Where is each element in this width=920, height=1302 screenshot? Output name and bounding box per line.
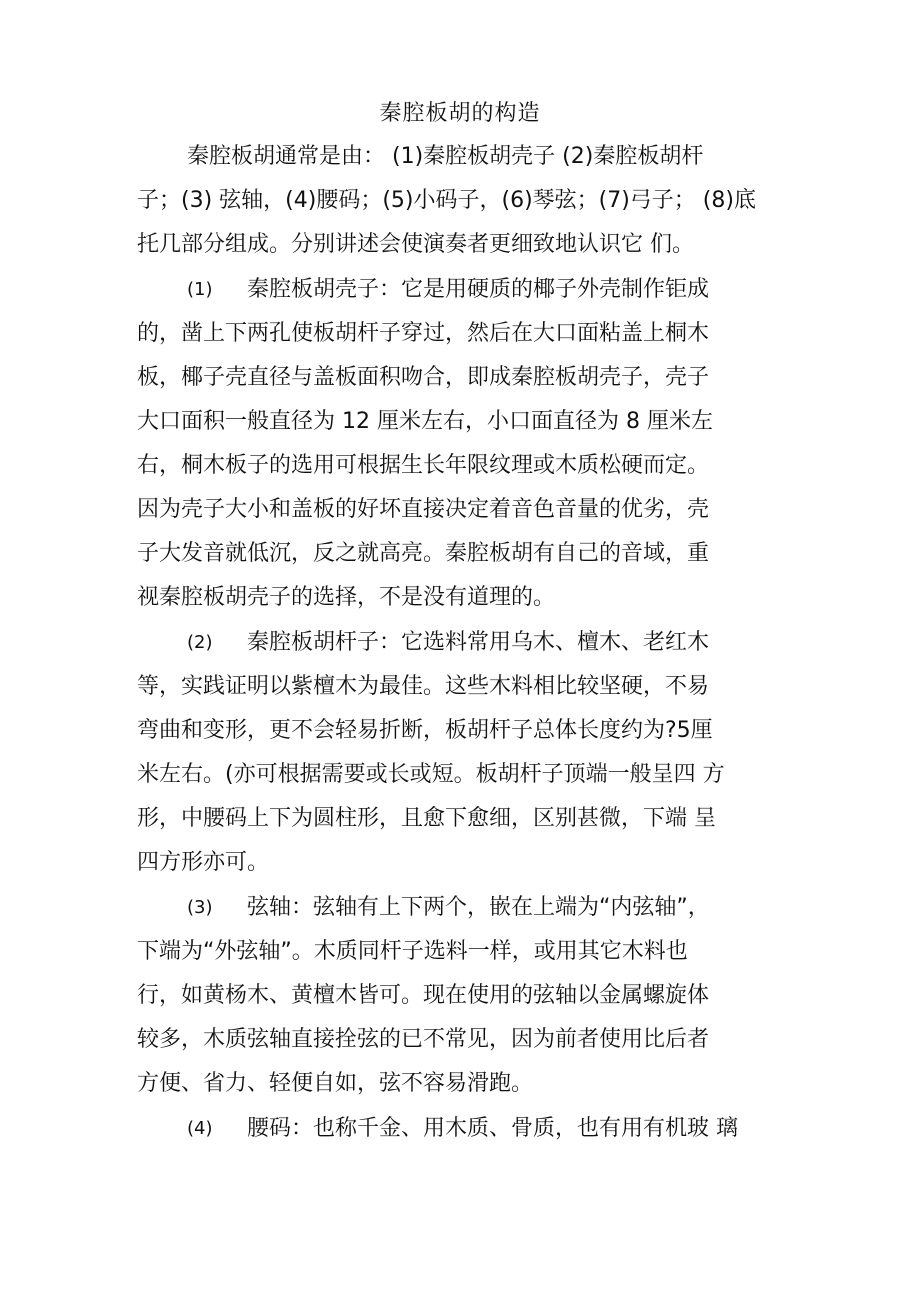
- section-1-first-line: 秦腔板胡壳子：它是用硬质的椰子外壳制作钜成: [247, 277, 710, 302]
- section-4-first-line: 腰码：也称千金、用木质、骨质，也有用有机玻 璃: [247, 1116, 738, 1141]
- section-2-line: 四方形亦可。: [137, 850, 270, 875]
- page-title: 秦腔板胡的构造: [379, 101, 541, 126]
- section-2-line: 等，实践证明以紫檀木为最佳。这些木料相比较坚硬，不易: [137, 674, 710, 699]
- section-2-number: (2): [187, 632, 213, 653]
- section-2-line: 米左右。(亦可根据需要或长或短。板胡杆子顶端一般呈四 方: [137, 762, 725, 787]
- section-1-line: 视秦腔板胡壳子的选择，不是没有道理的。: [137, 585, 556, 610]
- section-2-line: 形，中腰码上下为圆柱形，且愈下愈细，区别甚微，下端 呈: [137, 806, 716, 831]
- section-1-number: (1): [187, 279, 213, 300]
- section-1-line: 大口面积一般直径为 12 厘米左右，小口面直径为 8 厘米左: [137, 409, 713, 434]
- section-3-line: 较多，木质弦轴直接拴弦的已不常见，因为前者使用比后者: [137, 1027, 710, 1052]
- section-1-line: 的，凿上下两孔使板胡杆子穿过，然后在大口面粘盖上桐木: [137, 321, 710, 346]
- section-1-line: 右，桐木板子的选用可根据生长年限纹理或木质松硬而定。: [137, 453, 710, 478]
- section-2-first-line: 秦腔板胡杆子：它选料常用乌木、檀木、老红木: [247, 630, 710, 655]
- section-1-line: 子大发音就低沉，反之就高亮。秦腔板胡有自己的音域，重: [137, 541, 710, 566]
- intro-line-2: 子；(3) 弦轴，(4)腰码；(5)小码子，(6)琴弦；(7)弓子； (8)底: [137, 188, 756, 213]
- section-1-line: 板，椰子壳直径与盖板面积吻合，即成秦腔板胡壳子，壳子: [137, 365, 710, 390]
- intro-line-3: 托几部分组成。分别讲述会使演奏者更细致地认识它 们。: [137, 232, 694, 257]
- section-3-line: 行，如黄杨木、黄檀木皆可。现在使用的弦轴以金属螺旋体: [137, 983, 710, 1008]
- intro-line-1: 秦腔板胡通常是由： (1)秦腔板胡壳子 (2)秦腔板胡杆: [187, 144, 704, 169]
- section-1-line: 因为壳子大小和盖板的好坏直接决定着音色音量的优劣，壳: [137, 497, 710, 522]
- section-3-line: 方便、省力、轻便自如，弦不容易滑跑。: [137, 1071, 534, 1096]
- section-4-number: (4): [187, 1118, 213, 1139]
- section-3-number: (3): [187, 897, 213, 918]
- section-3-first-line: 弦轴：弦轴有上下两个，嵌在上端为“内弦轴”，: [247, 895, 710, 920]
- section-2-line: 弯曲和变形，更不会轻易折断，板胡杆子总体长度约为?5厘: [137, 718, 713, 743]
- section-3-line: 下端为“外弦轴”。木质同杆子选料一样，或用其它木料也: [137, 939, 688, 964]
